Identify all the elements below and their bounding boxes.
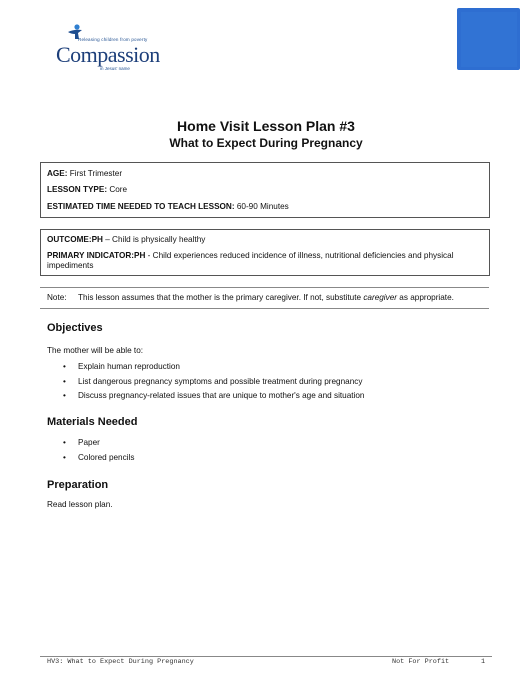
- decorative-blue-block: [457, 8, 520, 70]
- time-line: [47, 202, 483, 212]
- indicator-label: PRIMARY INDICATOR:PH: [47, 251, 146, 260]
- lesson-info-box: [40, 162, 490, 218]
- time-value: 60-90 Minutes: [234, 202, 289, 211]
- footer-rule: [40, 656, 492, 657]
- preparation-text: Read lesson plan.: [47, 500, 113, 509]
- indicator-line: [47, 251, 483, 271]
- note-text-after: as appropriate.: [397, 293, 454, 302]
- logo-brand: Compassion: [56, 42, 160, 67]
- footer-left: HV3: What to Expect During Pregnancy: [47, 658, 194, 666]
- objectives-list: [47, 361, 364, 405]
- page-title: Home Visit Lesson Plan #3: [177, 118, 355, 134]
- outcome-line: [47, 235, 483, 245]
- logo-subtitle: in Jesus' name: [100, 66, 130, 71]
- time-label: ESTIMATED TIME NEEDED TO TEACH LESSON:: [47, 202, 235, 211]
- age-line: [47, 169, 483, 179]
- list-item: • List dangerous pregnancy symptoms and possible treatment during pregnancy: [47, 376, 364, 391]
- outcome-label: OUTCOME:PH: [47, 235, 103, 244]
- lesson-type-value: Core: [107, 185, 128, 194]
- lesson-type-line: [47, 185, 483, 195]
- list-item: • Explain human reproduction: [47, 361, 364, 376]
- note-text-before: This lesson assumes that the mother is the primary caregiver. If not, substitute: [78, 293, 364, 302]
- logo-tagline: Releasing children from poverty: [78, 37, 148, 42]
- list-item: • Colored pencils: [47, 452, 134, 467]
- note: [47, 293, 454, 302]
- note-label: Note:: [47, 293, 67, 302]
- indicator-value: - Child experiences reduced incidence of illness, nutritional deficiencies and physical impediments: [47, 251, 454, 270]
- note-rule-top: [40, 287, 489, 288]
- outcome-box: [40, 229, 490, 276]
- page-subtitle: What to Expect During Pregnancy: [169, 136, 363, 150]
- footer-center: Not For Profit: [392, 658, 450, 666]
- list-item: • Discuss pregnancy-related issues that are unique to mother's age and situation: [47, 390, 364, 405]
- compassion-logo: [52, 24, 167, 70]
- objectives-heading: Objectives: [47, 322, 103, 334]
- outcome-value: – Child is physically healthy: [102, 235, 206, 244]
- lesson-type-label: LESSON TYPE:: [47, 185, 108, 194]
- note-rule-bottom: [40, 308, 489, 309]
- age-value: First Trimester: [67, 169, 123, 178]
- list-item: • Paper: [47, 437, 134, 452]
- materials-heading: Materials Needed: [47, 416, 138, 428]
- note-emphasis: caregiver: [363, 293, 398, 302]
- materials-list: [47, 437, 134, 466]
- preparation-heading: Preparation: [47, 479, 109, 491]
- objectives-intro: The mother will be able to:: [47, 346, 144, 355]
- footer-page-number: 1: [481, 658, 486, 666]
- age-label: AGE:: [47, 169, 68, 178]
